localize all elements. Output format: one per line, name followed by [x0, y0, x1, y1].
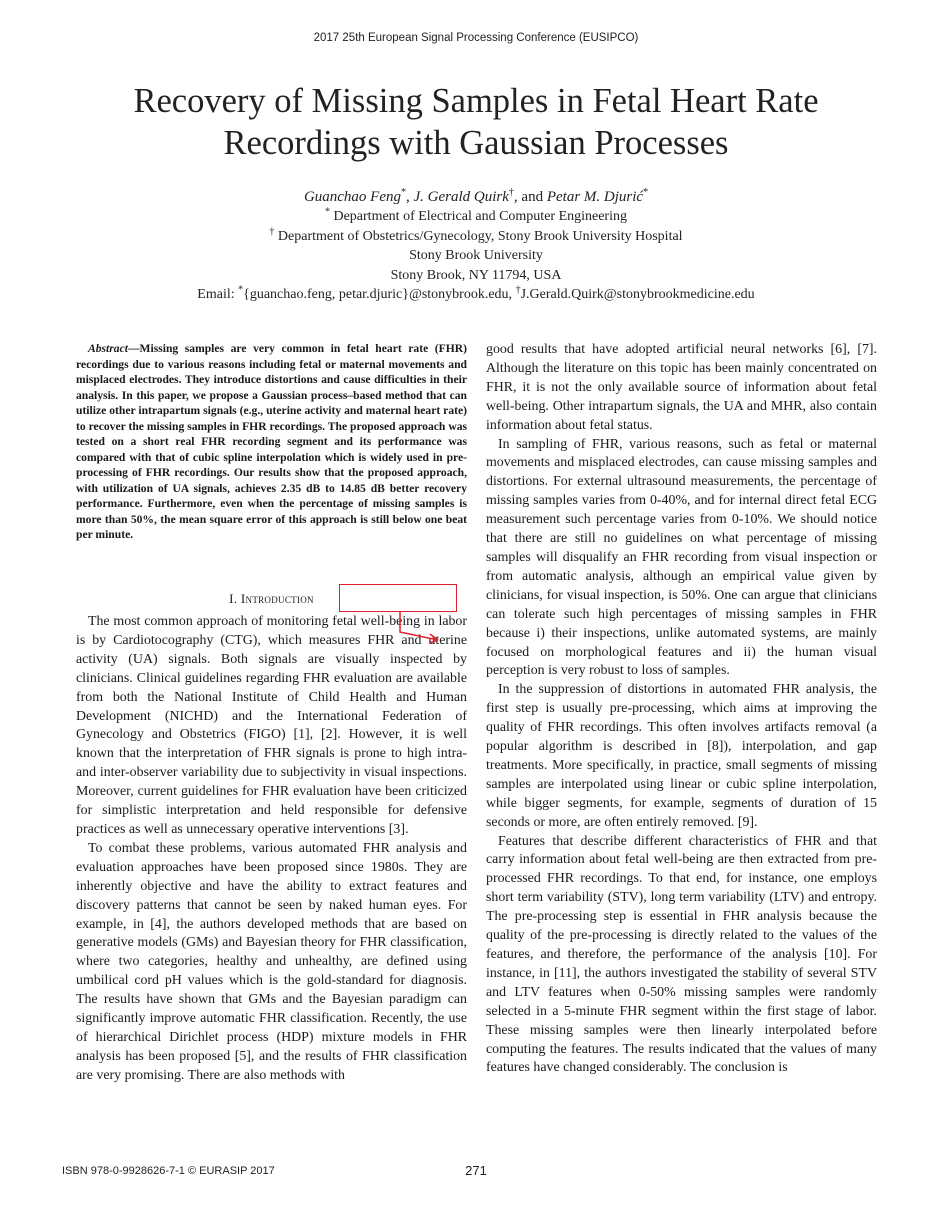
annotation-rectangle	[339, 584, 457, 612]
paragraph: In the suppression of distortions in automated FHR analysis, the first step is usually pre-processing, which aims at improving the quality of FHR recordings. This often involves artifacts removal (a popular algorithm is described in [8]), interpolation, and gap treatments. More specifically, in practice, small segments of missing samples are interpolated using linear or cubic spline interpolation, while bigger segments, for example, segments of duration of 15 seconds or more, are often entirely removed. [9].	[486, 682, 877, 830]
left-column	[76, 341, 467, 1083]
author-2-mark: †	[508, 187, 514, 198]
right-column	[486, 341, 877, 1078]
author-separator: , and	[513, 189, 547, 205]
affiliation-2-mark: †	[269, 226, 275, 238]
author-1: Guanchao Feng	[303, 189, 401, 205]
paragraph: The most common approach of monitoring fetal well-being in labor is by Cardiotocography (CTG), which measures FHR and uterine activity (UA) signals. Both signals are visually inspected by clinicians. Clinical guidelines regarding FHR evaluation are available from both the National Institute of Child Health and Human Development (NICHD) and the International Federation of Gynecology and Obstetrics (FIGO) [1], [2]. However, it is well known that the interpretation of FHR signals is prone to high intra- and inter-observer variability due to subjectivity in visual inspections. Moreover, current guidelines for FHR evaluation have been criticized for simplistic interpretation and held responsible for defensive practices as well as unnecessary operative interventions [3].	[76, 614, 467, 837]
conference-header: 2017 25th European Signal Processing Conference (EUSIPCO)	[313, 32, 639, 44]
author-1-mark: *	[401, 187, 406, 198]
email-line: Email: *{guanchao.feng, petar.djuric}@stonybrook.edu, †J.Gerald.Quirk@stonybrookmedicine.edu	[197, 284, 755, 303]
section-heading-introduction: I. Introduction	[229, 591, 314, 606]
paragraph: Features that describe different characteristics of FHR and that carry information about fetal well-being are then extracted from pre-processed FHR recordings. To that end, for instance, one employs short term variability (STV), long term variability (LTV) and entropy. The pre-processing step is essential in FHR analysis because the quality of the pre-processing is directly related to the values of the features, and therefore, the performance of the analysis [10]. For instance, in [11], the authors investigated the stability of several STV and LTV features when 0-50% missing samples were randomly selected in a 5-minute FHR segment within the first stage of labor. These missing samples were then linearly interpolated before computing the features. The results indicated that the values of many features have changed considerably. The conclusion is	[486, 833, 877, 1076]
author-block	[60, 188, 892, 304]
author-3-mark: *	[643, 187, 649, 198]
author-names	[60, 188, 892, 207]
affiliation-address: Stony Brook, NY 11794, USA	[390, 267, 562, 283]
author-separator: ,	[406, 189, 414, 205]
title-line-2: Recordings with Gaussian Processes	[223, 124, 729, 162]
affiliation-1-mark: *	[324, 206, 330, 218]
author-3: Petar M. Djurić	[546, 189, 644, 205]
paper-title	[60, 80, 892, 164]
annotation-arrow	[390, 610, 450, 650]
abstract-dash: —	[127, 342, 140, 355]
affiliation-3: Stony Brook University	[409, 248, 543, 264]
paragraph: In sampling of FHR, various reasons, such as fetal or maternal movements and misplaced electrodes, can cause missing samples and distortions. For external ultrasound measurements, the percentage of missing samples varies from 0-40%, and for internal direct fetal ECG measurement such percentage varies from 0-10%. We should notice that there are still no guidelines on what percentage of missing samples will disqualify an FHR recording from visual inspection or from automatic analysis, although an empirical value given by clinicians, for visual inspection, is 50%. One can argue that clinicians can tolerate such high percentages of missing samples in FHR because i) their inspections, unlike automated systems, are mainly focused on morphological features and ii) the human visual perception is very robust to loss of samples.	[486, 436, 877, 679]
affiliation-2: † Department of Obstetrics/Gynecology, Stony Brook University Hospital	[269, 226, 683, 244]
affiliation-1: * Department of Electrical and Computer Engineering	[324, 206, 627, 225]
abstract-label: Abstract	[88, 342, 128, 355]
title-line-1: Recovery of Missing Samples in Fetal Heart Rate	[133, 82, 819, 120]
footer-isbn: ISBN 978-0-9928626-7-1 © EURASIP 2017	[62, 1165, 275, 1177]
abstract	[76, 341, 467, 543]
paragraph: To combat these problems, various automated FHR analysis and evaluation approaches have been proposed since 1980s. They are inherently objective and have the ability to extract features and discovery patterns that cannot be seen by naked human eyes. For example, in [4], the authors developed methods that are based on generative models (GMs) and Bayesian theory for FHR classification, where two categories, healthy and unhealthy, are defined using umbilical cord pH values which is the gold-standard for diagnosis. The results have shown that GMs and the Bayesian paradigm can significantly improve automatic FHR classification. Recently, the use of hierarchical Dirichlet process (HDP) mixture models in FHR analysis has been proposed [5], and the results of FHR classification are very promising. There are also methods with	[76, 840, 467, 1083]
page-number: 271	[465, 1163, 487, 1178]
abstract-text: Missing samples are very common in fetal heart rate (FHR) recordings due to various reasons including fetal or maternal movements and misplaced electrodes. They introduce distortions and cause difficulties in their analysis. In this paper, we propose a Gaussian process–based method that can utilize other intrapartum signals (e.g., uterine activity and maternal heart rate) to recover the missing samples in FHR recordings. The proposed approach was tested on a short real FHR recording segment and its performance was compared with that of cubic spline interpolation which is widely used in pre-processing of FHR recordings. Our results show that the proposed approach, with utilization of UA signals, achieves 2.35 dB to 14.85 dB better recovery performance. Furthermore, even when the percentage of missing samples is more than 50%, the mean square error of this approach is still below one beat per minute.	[76, 342, 467, 541]
paragraph: good results that have adopted artificial neural networks [6], [7]. Although the literature on this topic has been mainly concentrated on FHR, it is not the only available source of information about fetal well-being. Other intrapartum signals, the UA and MHR, also contain information about fetal status.	[486, 342, 877, 433]
author-2: J. Gerald Quirk	[413, 189, 509, 205]
introduction-text	[76, 613, 467, 1086]
